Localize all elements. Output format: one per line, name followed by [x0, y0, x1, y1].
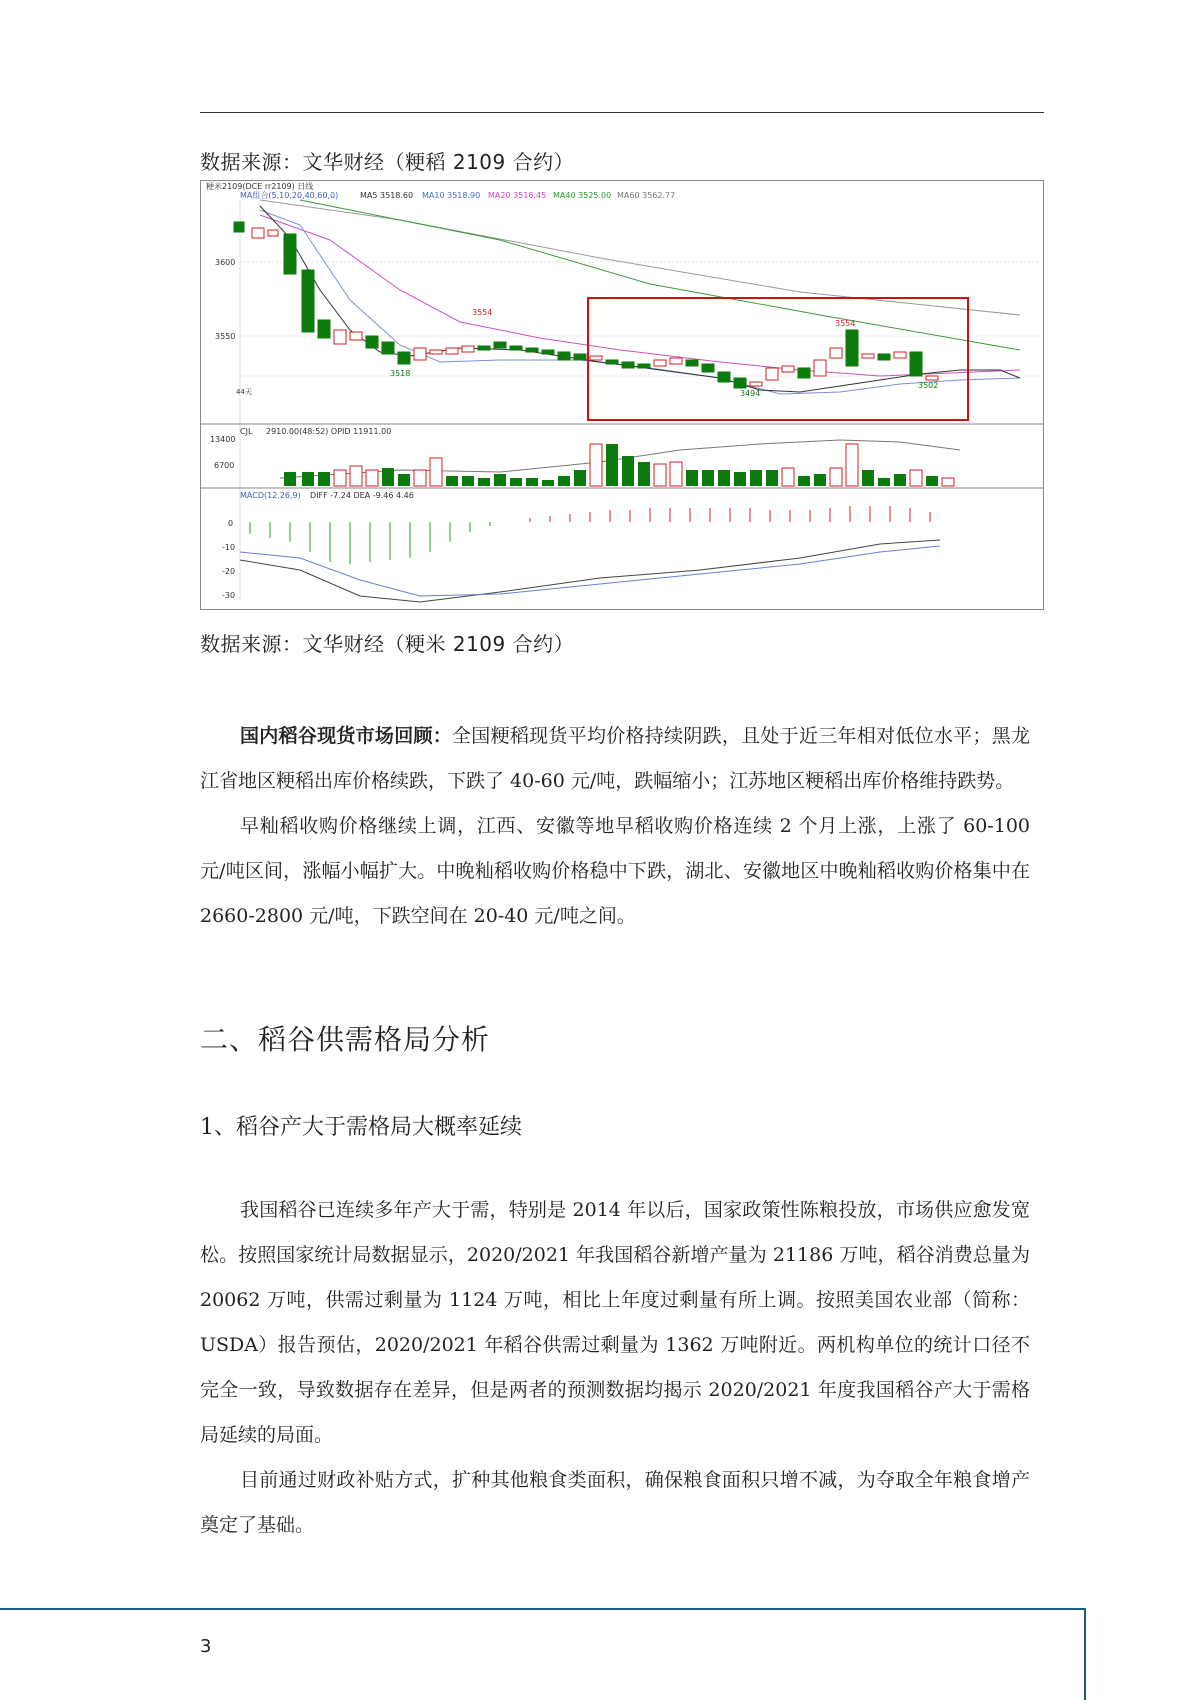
- macd-label: MACD(12,26,9): [240, 491, 301, 500]
- macd-tick-20: -20: [222, 567, 236, 576]
- y-tick-3600: 3600: [215, 258, 236, 267]
- vol-tick-6700: 6700: [214, 461, 235, 470]
- paragraph-lead: 国内稻谷现货市场回顾：: [240, 725, 453, 747]
- market-review-section: [200, 714, 1030, 939]
- ma-label: MA组合(5,10,20,40,60,0): [240, 191, 339, 200]
- kline-chart: [200, 180, 1044, 610]
- macd-tick-0: 0: [228, 519, 234, 528]
- volume-values: 2910.00(48:52) OPID 11911.00: [266, 427, 392, 436]
- annotation-high-1: 3554: [472, 308, 493, 317]
- ma10-label: MA10 3518.90: [422, 191, 481, 200]
- paragraph-subsidy: 目前通过财政补贴方式，扩种其他粮食类面积，确保粮食面积只增不减，为夺取全年粮食增产奠定了基础。: [200, 1469, 1030, 1536]
- ma5-label: MA5 3518.60: [360, 191, 414, 200]
- chart-caption-bottom: 数据来源：文华财经（粳米 2109 合约）: [200, 632, 575, 656]
- header-rule: [200, 112, 1044, 113]
- paragraph-market-review: [200, 714, 1030, 804]
- ma40-label: MA40 3525.00: [553, 191, 612, 200]
- chart-caption-top: 数据来源：文华财经（粳稻 2109 合约）: [200, 150, 575, 174]
- annotation-low-1: 3518: [390, 369, 411, 378]
- y-tick-3550: 3550: [215, 332, 236, 341]
- days-label: 44天: [236, 388, 252, 396]
- paragraph-market-review-text: 全国粳稻现货平均价格持续阴跌，且处于近三年相对低位水平；黑龙江省地区粳稻出库价格续跌，下跌了 40-60 元/吨，跌幅缩小；江苏地区粳稻出库价格维持跌势。: [200, 725, 1030, 792]
- annotation-low-3: 3502: [918, 381, 939, 390]
- subsection-heading: 1、稻谷产大于需格局大概率延续: [200, 1115, 522, 1140]
- chart-header: 粳米2109(DCE rr2109) 日线: [206, 182, 314, 191]
- page-number: 3: [200, 1636, 212, 1657]
- footer-frame: [0, 1608, 1086, 1700]
- section-heading: 二、稻谷供需格局分析: [200, 1023, 491, 1056]
- ma60-label: MA60 3562.77: [617, 191, 676, 200]
- paragraph-early-rice: 早籼稻收购价格继续上调，江西、安徽等地早稻收购价格连续 2 个月上涨，上涨了 60-100 元/吨区间，涨幅小幅扩大。中晚籼稻收购价格稳中下跌，湖北、安徽地区中晚籼稻收购价格集中在 2660-2800 元/吨，下跌空间在 20-40 元/吨之间。: [200, 815, 1030, 927]
- supply-demand-section: [200, 1188, 1030, 1548]
- annotation-high-2: 3554: [835, 319, 856, 328]
- macd-values: DIFF -7.24 DEA -9.46 4.46: [310, 491, 414, 500]
- ma20-label: MA20 3516.45: [488, 191, 547, 200]
- paragraph-supply-surplus: 我国稻谷已连续多年产大于需，特别是 2014 年以后，国家政策性陈粮投放，市场供应愈发宽松。按照国家统计局数据显示，2020/2021 年我国稻谷新增产量为 21186 万吨，稻谷消费总量为 20062 万吨，供需过剩量为 1124 万吨，相比上年度过剩量有所上调。按照美国农业部（简称：USDA）报告预估，2020/2021 年稻谷供需过剩量为 1362 万吨附近。两机构单位的统计口径不完全一致，导致数据存在差异，但是两者的预测数据均揭示 2020/2021 年度我国稻谷产大于需格局延续的局面。: [200, 1199, 1030, 1446]
- annotation-low-2: 3494: [740, 389, 761, 398]
- macd-tick-10: -10: [222, 543, 236, 552]
- vol-tick-13400: 13400: [210, 435, 236, 444]
- volume-label: CJL: [240, 427, 253, 436]
- macd-tick-30: -30: [222, 591, 236, 600]
